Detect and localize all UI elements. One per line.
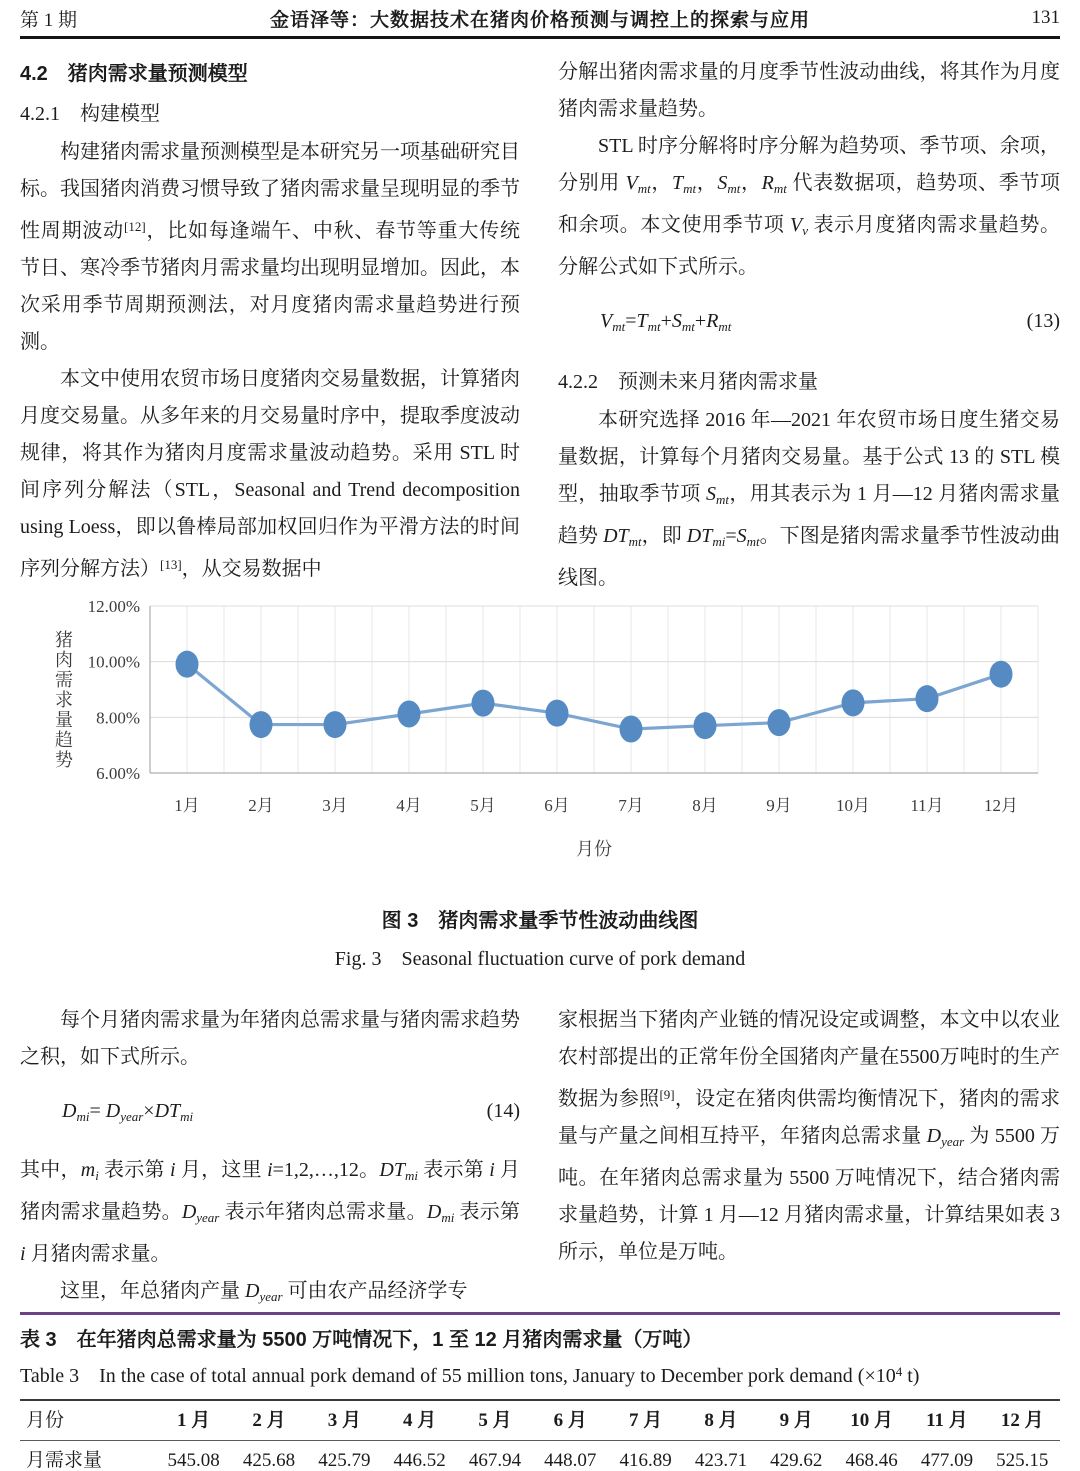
text-segment: 月，这里 (175, 1159, 268, 1181)
text-segment: DT (154, 1100, 181, 1122)
text-segment: ，比如每逢端午、中秋、春节等重大传统节日、寒冷季节猪肉月需求量均出现明显增加。因此，本次采用季节周期预测法，对月度猪肉需求量趋势进行预测。 (20, 220, 520, 353)
table-row-label: 月需求量 (26, 1450, 103, 1471)
subscript: mt (647, 319, 661, 334)
table-value-cell: 477.09 (920, 1450, 974, 1471)
text-segment: 家根据当下猪肉产业链的情况设定或调整，本文中以农业农村部提出的正常年份全国猪肉产量在5500万吨时的生产数据为参照 (558, 1009, 1060, 1110)
text-segment: ，从交易数据中 (181, 558, 322, 580)
table-header-cell: 8 月 (704, 1410, 738, 1431)
paragraph-monthly-demand (20, 1002, 520, 1076)
table-header-cell: 3 月 (327, 1410, 361, 1431)
x-tick-label: 4月 (396, 796, 422, 815)
text-segment: 表示第 (98, 1159, 171, 1181)
superscript: [12] (123, 219, 146, 234)
x-tick-label: 7月 (618, 796, 644, 815)
formula-14-number: (14) (486, 1100, 520, 1122)
page-number: 131 (1031, 7, 1060, 28)
paragraph-dyear-continuation (558, 1002, 1060, 1271)
text-segment: 表示月度猪肉需求量趋势。分解公式如下式所示。 (558, 214, 1060, 278)
data-point-marker (694, 712, 717, 739)
table-header-month-label: 月份 (26, 1410, 65, 1431)
text-segment: 可由农产品经济学专 (282, 1280, 468, 1302)
text-segment: + (660, 310, 672, 332)
x-tick-label: 8月 (692, 796, 718, 815)
data-point-marker (916, 685, 939, 712)
table-top-rule (20, 1312, 1060, 1315)
x-tick-label: 6月 (544, 796, 570, 815)
paragraph-stl-terms (558, 128, 1060, 286)
table-caption-en (20, 1357, 1060, 1391)
subscript: mi (712, 534, 726, 549)
page-header (20, 0, 1060, 39)
formula-13-number: (13) (1026, 310, 1060, 332)
section-heading-421: 4.2.1 构建模型 (20, 103, 160, 125)
y-tick-label: 8.00% (96, 708, 140, 728)
table-value-cell: 416.89 (619, 1450, 672, 1471)
text-segment: 其中， (20, 1159, 81, 1181)
table-header-cell: 6 月 (553, 1410, 587, 1431)
subscript: year (259, 1289, 283, 1304)
text-segment: 。下图是猪肉需求量季节性波动曲线图。 (558, 525, 1061, 589)
data-point-marker (768, 709, 791, 736)
subscript: mt (612, 319, 626, 334)
paragraph-stl-intro (20, 361, 520, 588)
table-row (20, 1441, 1060, 1471)
table-caption-zh: 表 3 在年猪肉总需求量为 5500 万吨情况下，1 至 12 月猪肉需求量（万吨） (20, 1329, 703, 1351)
table-value-cell: 425.79 (318, 1450, 371, 1471)
text-segment: =1,2,…,12。 (272, 1159, 380, 1181)
x-tick-label: 12月 (984, 796, 1018, 815)
data-point-marker (842, 689, 865, 716)
table-value-cell: 423.71 (694, 1450, 748, 1471)
text-segment: ，用其表示为 1 月—12 月猪肉需求量趋势 (558, 483, 1060, 547)
text-segment: D (245, 1280, 260, 1302)
text-segment: ，即 (641, 525, 687, 547)
text-segment: 本文中使用农贸市场日度猪肉交易量数据，计算猪肉月度交易量。从多年来的月交易量时序中，提取季度波动规律，将其作为猪肉月度需求量波动趋势。采用 STL 时间序列分解法（STL，Seasonal and Trend decomposition using Loess，即以鲁棒局部加权回归作为平滑方法的时间序列分解方法） (20, 368, 520, 580)
text-segment: S (736, 525, 747, 547)
y-axis-title: 猪肉需求量趋势 (53, 630, 73, 770)
text-segment: 分解出猪肉需求量的月度季节性波动曲线，将其作为月度猪肉需求量趋势。 (558, 61, 1060, 120)
text-segment: T (636, 310, 648, 332)
table-header-row (20, 1401, 1060, 1441)
formula-13 (558, 303, 1060, 345)
data-point-marker (472, 690, 495, 717)
formula-13-expression (558, 303, 1027, 345)
superscript: 4 (895, 1364, 903, 1379)
paragraph-stl-continuation (558, 54, 1060, 128)
right-column-top (558, 54, 1060, 597)
superscript: [13] (160, 557, 182, 572)
subscript: i (95, 1168, 99, 1183)
subscript: mi (76, 1109, 90, 1124)
table-header-cell: 5 月 (478, 1410, 512, 1431)
text-segment: ，设定在猪肉供需均衡情况下，猪肉的需求量与产量之间相互持平，年猪肉总需求量 (558, 1088, 1061, 1147)
section-heading-42: 4.2 猪肉需求量预测模型 (20, 63, 248, 85)
x-tick-label: 9月 (766, 796, 792, 815)
formula-14 (20, 1093, 520, 1135)
subscript: mt (718, 319, 732, 334)
y-tick-label: 10.00% (87, 652, 140, 672)
text-segment: = (725, 525, 737, 547)
x-tick-label: 11月 (910, 796, 944, 815)
subscript: year (941, 1134, 965, 1149)
text-segment: V (625, 172, 638, 194)
left-column-top (20, 54, 520, 588)
paragraph-forecast (558, 402, 1060, 597)
text-segment: Table 3 In the case of total annual pork demand of 55 million tons, January to December pork demand (×10 (20, 1365, 896, 1387)
issue-label: 第 1 期 (20, 9, 78, 31)
text-segment: + (694, 310, 707, 332)
subscript: mt (628, 534, 642, 549)
table-header-cell: 11 月 (926, 1410, 968, 1431)
text-segment: 表示第 (454, 1201, 521, 1223)
table-value-cell: 448.07 (544, 1450, 597, 1471)
text-segment: i (170, 1159, 176, 1181)
text-segment: m (80, 1159, 96, 1181)
x-tick-label: 3月 (322, 796, 348, 815)
table-header-cell: 9 月 (779, 1410, 813, 1431)
table-value-cell: 425.68 (242, 1450, 296, 1471)
paragraph-symbols (20, 1152, 520, 1273)
data-point-marker (620, 716, 643, 743)
text-segment: 构建猪肉需求量预测模型是本研究另一项基础研究目标。我国猪肉消费习惯导致了猪肉需求量呈现明显的季节性周期波动 (20, 141, 520, 242)
x-tick-label: 1月 (174, 796, 200, 815)
table-header-cell: 2 月 (252, 1410, 286, 1431)
text-segment: i (267, 1159, 273, 1181)
subscript: mt (773, 181, 787, 196)
paragraph-build-model (20, 134, 520, 361)
text-segment: 月猪肉需求量。 (25, 1243, 171, 1265)
subscript: mi (180, 1109, 194, 1124)
table-value-cell: 429.62 (770, 1450, 823, 1471)
subscript: mt (683, 181, 697, 196)
data-point-marker (176, 651, 199, 678)
y-tick-label: 12.00% (87, 597, 140, 616)
text-segment: i (20, 1243, 26, 1265)
text-segment: = (625, 310, 637, 332)
table-value-cell: 525.15 (996, 1450, 1049, 1471)
figure-3 (0, 578, 1080, 980)
x-tick-label: 10月 (836, 796, 870, 815)
text-segment: 这里，年总猪肉产量 (60, 1280, 245, 1302)
subscript: mi (441, 1210, 455, 1225)
text-segment: V (600, 310, 613, 332)
text-segment: R (706, 310, 719, 332)
table-header-cell: 4 月 (403, 1410, 437, 1431)
figure-caption-zh: 图 3 猪肉需求量季节性波动曲线图 (381, 910, 699, 932)
text-segment: t) (902, 1365, 920, 1387)
text-segment: × (143, 1100, 155, 1122)
table-header-cell: 7 月 (629, 1410, 663, 1431)
text-segment: DT (686, 525, 713, 547)
formula-14-expression (20, 1093, 487, 1135)
text-segment: S (706, 483, 716, 505)
text-segment: D (926, 1125, 942, 1147)
text-segment: 表示第 (418, 1159, 490, 1181)
running-title: 金语泽等：大数据技术在猪肉价格预测与调控上的探索与应用 (269, 9, 810, 31)
subscript: year (196, 1210, 220, 1225)
subscript: mt (637, 181, 651, 196)
paragraph-dyear-intro (20, 1273, 520, 1315)
table-value-cell: 468.46 (845, 1450, 898, 1471)
table-header-cell: 12 月 (1000, 1410, 1044, 1431)
text-segment: DT (603, 525, 629, 547)
text-segment: V (790, 214, 803, 236)
y-tick-label: 6.00% (96, 764, 140, 783)
subscript: mi (405, 1168, 418, 1183)
text-segment: i (489, 1159, 495, 1181)
data-point-marker (324, 711, 347, 738)
x-axis-title: 月份 (576, 839, 612, 859)
seasonal-fluctuation-chart (20, 586, 1060, 876)
left-column-bottom (20, 1002, 520, 1315)
figure-caption-en: Fig. 3 Seasonal fluctuation curve of pork demand (334, 948, 746, 970)
text-segment: T (672, 172, 684, 194)
text-segment: ， (696, 172, 718, 194)
data-point-marker (398, 700, 421, 727)
text-segment: S (671, 310, 682, 332)
subscript: mt (727, 181, 741, 196)
text-segment: D (426, 1201, 442, 1223)
x-tick-label: 5月 (470, 796, 496, 815)
table-value-cell: 545.08 (167, 1450, 220, 1471)
text-segment: 表示年猪肉总需求量。 (219, 1201, 427, 1223)
subscript: mt (716, 492, 729, 507)
table-header-cell: 10 月 (850, 1410, 893, 1431)
table-header-cell: 1 月 (177, 1410, 211, 1431)
text-segment: R (761, 172, 774, 194)
text-segment: = (89, 1100, 106, 1122)
text-segment: ， (650, 172, 672, 194)
pork-demand-table (20, 1399, 1060, 1471)
data-point-marker (546, 700, 569, 727)
section-heading-422: 4.2.2 预测未来月猪肉需求量 (558, 371, 818, 393)
text-segment: 代表数据项，趋势项、季节项和余项。本文使用季节项 (558, 172, 1061, 236)
text-segment: D (62, 1100, 77, 1122)
right-column-bottom (558, 1002, 1060, 1271)
text-segment: 每个月猪肉需求量为年猪肉总需求量与猪肉需求趋势之积，如下式所示。 (20, 1009, 520, 1068)
superscript: [9] (659, 1087, 675, 1102)
x-tick-label: 2月 (248, 796, 274, 815)
text-segment: 月猪肉需求量趋势。 (20, 1159, 521, 1223)
text-segment: S (717, 172, 728, 194)
table-3-block (20, 1312, 1060, 1471)
table-value-cell: 446.52 (393, 1450, 446, 1471)
text-segment: D (181, 1201, 197, 1223)
text-segment: 为 5500 万吨。在年猪肉总需求量为 5500 万吨情况下，结合猪肉需求量趋势，计算 1 月—12 月猪肉需求量，计算结果如表 3 所示，单位是万吨。 (558, 1125, 1061, 1263)
text-segment: STL 时序分解将时序分解为趋势项、季节项、余项，分别用 (558, 135, 1060, 194)
subscript: year (120, 1109, 144, 1124)
table-value-cell: 467.94 (468, 1450, 522, 1471)
subscript: v (802, 223, 808, 238)
subscript: mt (746, 534, 760, 549)
subscript: mt (681, 319, 695, 334)
text-segment: D (105, 1100, 121, 1122)
text-segment: ， (740, 172, 762, 194)
data-point-marker (990, 661, 1013, 688)
text-segment: 本研究选择 2016 年—2021 年农贸市场日度生猪交易量数据，计算每个月猪肉交易量。基于公式 13 的 STL 模型，抽取季节项 (558, 409, 1060, 505)
data-point-marker (250, 711, 273, 738)
text-segment: DT (379, 1159, 405, 1181)
